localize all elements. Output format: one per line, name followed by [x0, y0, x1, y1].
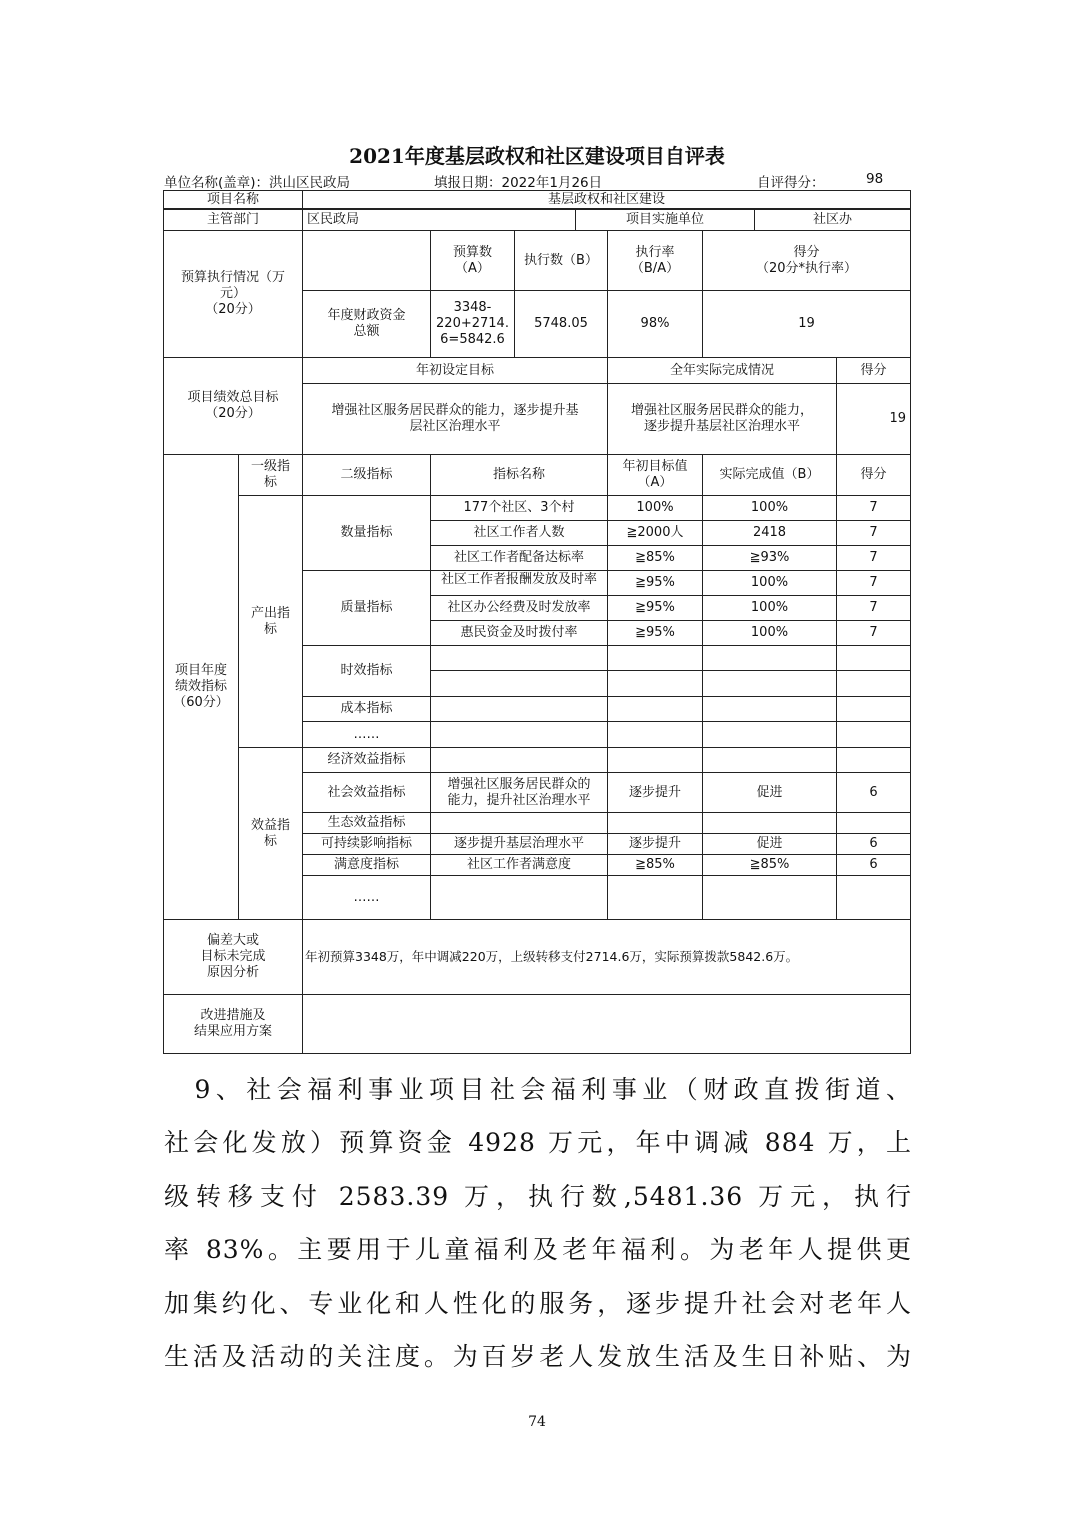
indicator-section-label: 项目年度 绩效指标 （60分）	[163, 454, 239, 920]
blank-cell	[836, 747, 911, 773]
ecological-row-target	[607, 812, 703, 834]
satisfaction-indicator: 满意度指标	[302, 854, 431, 876]
body-line: 9、社会福利事业项目社会福利事业（财政直拨街道、	[164, 1075, 912, 1104]
deviation-text: 年初预算3348万，年中调减220万，上级转移支付2714.6万，实际预算拨款5842.6万。	[302, 919, 911, 995]
budget-header-rate: 执行率 （B/A）	[607, 230, 703, 291]
cost-indicator: 成本指标	[302, 696, 431, 722]
sustain-row-score: 6	[836, 833, 911, 855]
output-row-target: ≧95%	[607, 620, 703, 646]
blank-cell	[607, 875, 703, 920]
blank-cell	[430, 721, 608, 748]
output-ellipsis: ……	[302, 721, 431, 748]
output-row-name: 社区工作者配备达标率	[430, 545, 608, 571]
goal-set-value: 增强社区服务居民群众的能力，逐步提升基 层社区治理水平	[302, 383, 608, 455]
body-line: 率 83%。主要用于儿童福利及老年福利。为老年人提供更	[164, 1235, 912, 1264]
output-row-name: 社区办公经费及时发放率	[430, 595, 608, 621]
blank-cell	[702, 875, 837, 920]
goal-section-label: 项目绩效总目标 （20分）	[163, 357, 303, 455]
blank-cell	[836, 645, 911, 671]
ecological-row-name	[430, 812, 608, 834]
blank-cell	[836, 696, 911, 722]
goal-score-value: 19	[836, 383, 911, 455]
output-row-target: ≧85%	[607, 545, 703, 571]
budget-score-value: 19	[702, 290, 911, 358]
social-indicator: 社会效益指标	[302, 772, 431, 813]
blank-cell	[607, 670, 703, 697]
quality-indicator: 质量指标	[302, 570, 431, 646]
hdr-level2: 二级指标	[302, 454, 431, 496]
improve-label: 改进措施及 结果应用方案	[163, 994, 303, 1054]
satisfaction-row-target: ≧85%	[607, 854, 703, 876]
output-row-target: 100%	[607, 495, 703, 521]
hdr-score: 得分	[836, 454, 911, 496]
self-score-label: 自评得分：	[757, 175, 825, 191]
sustain-indicator: 可持续影响指标	[302, 833, 431, 855]
output-row-actual: 100%	[702, 620, 837, 646]
output-row-actual: 100%	[702, 570, 837, 596]
satisfaction-row-score: 6	[836, 854, 911, 876]
sustain-row-actual: 促进	[702, 833, 837, 855]
output-row-name: 177个社区、3个村	[430, 495, 608, 521]
output-row-score: 7	[836, 520, 911, 546]
satisfaction-row-name: 社区工作者满意度	[430, 854, 608, 876]
body-line: 级转移支付 2583.39 万，执行数,5481.36 万元，执行	[164, 1182, 912, 1211]
timeliness-indicator: 时效指标	[302, 645, 431, 697]
output-row-name: 惠民资金及时拨付率	[430, 620, 608, 646]
budget-header-exec: 执行数（B）	[514, 230, 608, 291]
social-row-actual: 促进	[702, 772, 837, 813]
blank-cell	[430, 875, 608, 920]
output-row-target: ≧2000人	[607, 520, 703, 546]
sustain-row-target: 逐步提升	[607, 833, 703, 855]
hdr-level1: 一级指 标	[238, 454, 303, 496]
satisfaction-row-actual: ≧85%	[702, 854, 837, 876]
hdr-actual: 实际完成值（B）	[702, 454, 837, 496]
body-line: 社会化发放）预算资金 4928 万元，年中调减 884 万，上	[164, 1128, 912, 1157]
blank-cell	[607, 645, 703, 671]
impl-unit-value: 社区办	[754, 209, 911, 231]
output-row-actual: 2418	[702, 520, 837, 546]
blank-cell	[836, 721, 911, 748]
goal-actual-value: 增强社区服务居民群众的能力， 逐步提升基层社区治理水平	[607, 383, 837, 455]
project-name-label: 项目名称	[163, 190, 303, 209]
blank-cell	[430, 670, 608, 697]
self-score-value: 98	[866, 171, 884, 187]
blank-cell	[430, 696, 608, 722]
blank-cell	[836, 875, 911, 920]
budget-row-label: 年度财政资金 总额	[302, 290, 431, 358]
blank-cell	[702, 670, 837, 697]
fill-date: 填报日期：2022年1月26日	[434, 175, 603, 191]
ecological-indicator: 生态效益指标	[302, 812, 431, 834]
blank-cell	[702, 721, 837, 748]
impl-unit-label: 项目实施单位	[575, 209, 755, 231]
budget-header-score: 得分 （20分*执行率）	[702, 230, 911, 291]
benefit-indicator-label: 效益指 标	[238, 747, 303, 920]
social-row-name: 增强社区服务居民群众的 能力，提升社区治理水平	[430, 772, 608, 813]
blank-cell	[607, 747, 703, 773]
hdr-target: 年初目标值 （A）	[607, 454, 703, 496]
economic-indicator: 经济效益指标	[302, 747, 431, 773]
blank-cell	[607, 696, 703, 722]
social-row-target: 逐步提升	[607, 772, 703, 813]
body-line: 加集约化、专业化和人性化的服务，逐步提升社会对老年人	[164, 1289, 912, 1318]
output-row-target: ≧95%	[607, 595, 703, 621]
output-row-actual: ≧93%	[702, 545, 837, 571]
output-row-score: 7	[836, 545, 911, 571]
sustain-row-name: 逐步提升基层治理水平	[430, 833, 608, 855]
output-indicator-label: 产出指 标	[238, 495, 303, 748]
output-row-actual: 100%	[702, 495, 837, 521]
output-row-score: 7	[836, 495, 911, 521]
deviation-label: 偏差大或 目标未完成 原因分析	[163, 919, 303, 995]
unit-name: 单位名称(盖章)：洪山区民政局	[164, 175, 351, 191]
blank-cell	[702, 696, 837, 722]
page-number: 74	[528, 1414, 546, 1430]
budget-header-blank	[302, 230, 431, 291]
goal-header-actual: 全年实际完成情况	[607, 357, 837, 384]
ecological-row-score	[836, 812, 911, 834]
ecological-row-actual	[702, 812, 837, 834]
output-row-score: 7	[836, 595, 911, 621]
dept-label: 主管部门	[163, 209, 303, 231]
rate-value: 98%	[607, 290, 703, 358]
blank-cell	[836, 670, 911, 697]
output-row-actual: 100%	[702, 595, 837, 621]
output-row-score: 7	[836, 570, 911, 596]
social-row-score: 6	[836, 772, 911, 813]
project-name-value: 基层政权和社区建设	[302, 190, 911, 209]
budget-section-label: 预算执行情况（万 元） （20分）	[163, 230, 303, 358]
body-line: 生活及活动的关注度。为百岁老人发放生活及生日补贴、为	[164, 1342, 912, 1371]
exec-value: 5748.05	[514, 290, 608, 358]
blank-cell	[702, 747, 837, 773]
output-row-name: 社区工作者人数	[430, 520, 608, 546]
benefit-ellipsis: ……	[302, 875, 431, 920]
budget-header-budget: 预算数 （A）	[430, 230, 515, 291]
blank-cell	[430, 747, 608, 773]
dept-value: 区民政局	[302, 209, 576, 231]
table-title: 2021年度基层政权和社区建设项目自评表	[349, 144, 725, 168]
budget-value: 3348- 220+2714. 6=5842.6	[430, 290, 515, 358]
blank-cell	[702, 645, 837, 671]
output-row-name: 社区工作者报酬发放及时率	[430, 570, 608, 596]
quantity-indicator: 数量指标	[302, 495, 431, 571]
improve-text	[302, 994, 911, 1054]
output-row-score: 7	[836, 620, 911, 646]
goal-header-set: 年初设定目标	[302, 357, 608, 384]
blank-cell	[430, 645, 608, 671]
goal-header-score: 得分	[836, 357, 911, 384]
hdr-name: 指标名称	[430, 454, 608, 496]
output-row-target: ≧95%	[607, 570, 703, 596]
blank-cell	[607, 721, 703, 748]
